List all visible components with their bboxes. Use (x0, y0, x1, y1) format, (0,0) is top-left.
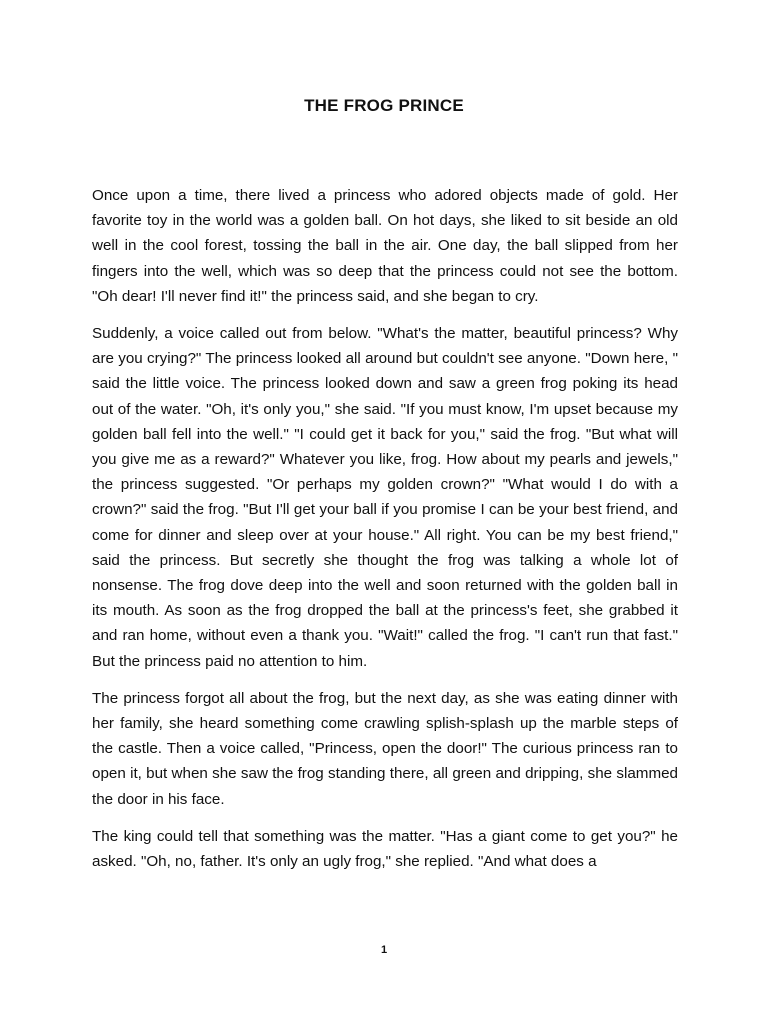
paragraph-2: Suddenly, a voice called out from below. "What's the matter, beautiful princess? Why are you crying?" The princess looked all around but couldn't see anyone. "Down here, " said the little voice. The princess looked down and saw a green frog poking its head out of the water. "Oh, it's only you," she said. "If you must know, I'm upset because my golden ball fell into the well." "I could get it back for you," said the frog. "But what will you give me as a reward?" Whatever you like, frog. How about my pearls and jewels," the princess suggested. "Or perhaps my golden crown?" "What would I do with a crown?" said the frog. "But I'll get your ball if you promise I can be your best friend, and come for dinner and sleep over at your house." All right. You can be my best friend," said the princess. But secretly she thought the frog was talking a whole lot of nonsense. The frog dove deep into the well and soon returned with the golden ball in its mouth. As soon as the frog dropped the ball at the princess's feet, she grabbed it and ran home, without even a thank you. "Wait!" called the frog. "I can't run that fast." But the princess paid no attention to him. (92, 325, 678, 670)
paragraph-1: Once upon a time, there lived a princess who adored objects made of gold. Her favorite toy in the world was a golden ball. On hot days, she liked to sit beside an old well in the cool forest, tossing the ball in the air. One day, the ball slipped from her fingers into the well, which was so deep that the princess could not see the bottom. "Oh dear! I'll never find it!" the princess said, and she began to cry. (92, 187, 678, 305)
document-title: THE FROG PRINCE (304, 96, 464, 115)
paragraph-3: The princess forgot all about the frog, but the next day, as she was eating dinner with her family, she heard something come crawling splish-splash up the marble steps of the castle. Then a voice called, "Princess, open the door!" The curious princess ran to open it, but when she saw the frog standing there, all green and dripping, she slammed the door in his face. (92, 689, 678, 808)
page-number: 1 (380, 944, 388, 956)
document-body (92, 183, 678, 886)
paragraph-4: The king could tell that something was the matter. "Has a giant come to get you?" he asked. "Oh, no, father. It's only an ugly frog," she replied. "And what does a (92, 827, 678, 871)
